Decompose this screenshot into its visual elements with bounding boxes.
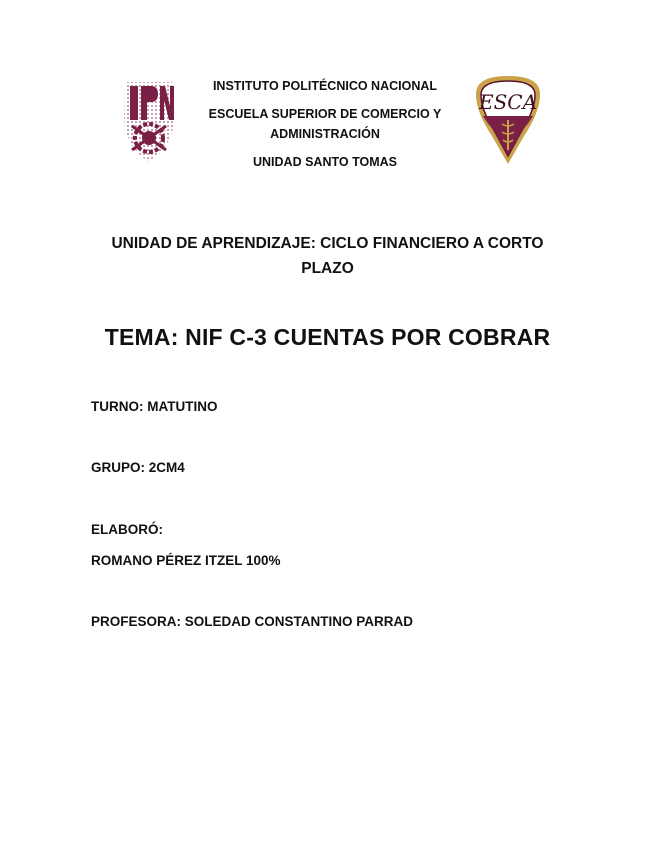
group-field: GRUPO: 2CM4 <box>91 460 185 475</box>
campus-name: UNIDAD SANTO TOMAS <box>253 155 397 169</box>
prepared-by-label: ELABORÓ: <box>91 522 163 537</box>
school-name: ESCUELA SUPERIOR DE COMERCIO Y ADMINISTRACIÓN <box>208 107 442 141</box>
author-name: ROMANO PÉREZ ITZEL 100% <box>91 553 281 568</box>
subject-title: UNIDAD DE APRENDIZAJE: CICLO FINANCIERO A CORTO PLAZO <box>111 235 544 277</box>
teacher-field: PROFESORA: SOLEDAD CONSTANTINO PARRAD <box>91 614 414 629</box>
esca-logo-lettering: ESCA <box>478 90 538 114</box>
ipn-logo-graphic <box>118 76 180 164</box>
institution-name: INSTITUTO POLITÉCNICO NACIONAL <box>212 79 438 93</box>
topic-title: TEMA: NIF C-3 CUENTAS POR COBRAR <box>104 324 551 350</box>
ipn-logo <box>118 76 180 164</box>
esca-logo <box>472 72 544 168</box>
esca-logo-graphic <box>472 72 544 168</box>
shift-field: TURNO: MATUTINO <box>91 399 218 414</box>
